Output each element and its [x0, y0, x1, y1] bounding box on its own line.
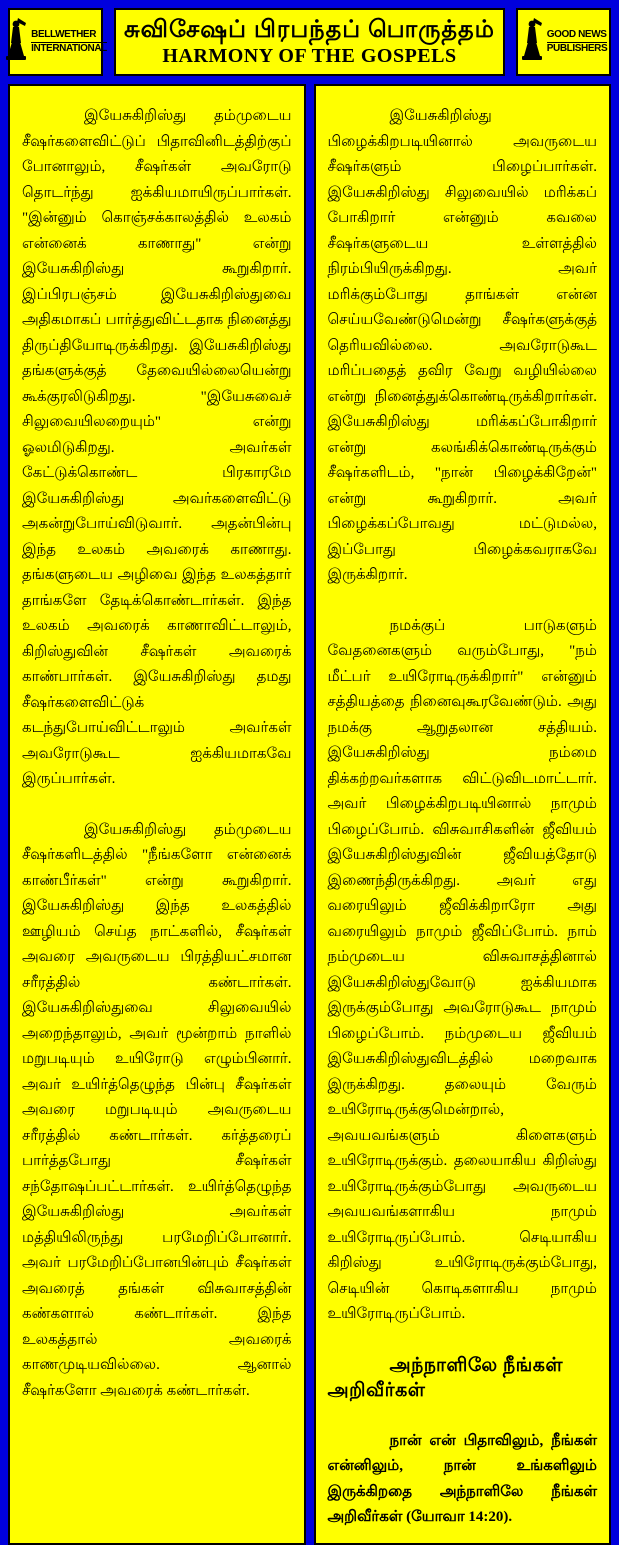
herald-statue-icon	[520, 17, 544, 68]
logo-line-1: GOOD NEWS	[547, 29, 607, 44]
logo-line-2: PUBLISHERS	[546, 43, 608, 54]
good-news-logo-text	[547, 29, 607, 56]
paragraph: இயேசுகிறிஸ்து தம்முடைய சீஷர்களைவிட்டுப் பிதாவினிடத்திற்குப் போனாலும், சீஷர்கள் அவரோடு தொடர்ந்து ஐக்கியமாயிருப்பார்கள். "இன்னும் கொஞ்சக்காலத்தில் உலகம் என்னைக் காணாது" என்று இயேசுகிறிஸ்து கூறுகிறார். இப்பிரபஞ்சம் இயேசுகிறிஸ்துவை அதிகமாகப் பார்த்துவிட்டதாக நினைத்து திருப்தியோடிருக்கிறது. இயேசுகிறிஸ்து தங்களுக்குத் தேவையில்லையென்று கூக்குரலிடுகிறது. "இயேசுவைச் சிலுவையிலறையும்" என்று ஓலமிடுகிறது. அவர்கள் கேட்டுக்கொண்ட பிரகாரமே இயேசுகிறிஸ்து அவர்களைவிட்டு அகன்றுபோய்விடுவார். அதன்பின்பு இந்த உலகம் அவரைக் காணாது. தங்களுடைய அழிவை இந்த உலகத்தார் தாங்களே தேடிக்கொண்டார்கள். இந்த உலகம் அவரைக் காணாவிட்டாலும், கிறிஸ்துவின் சீஷர்கள் அவரைக் காண்பார்கள். இயேசுகிறிஸ்து தமது சீஷர்களைவிட்டுக் கடந்துபோய்விட்டாலும் அவர்கள் அவரோடுகூட ஐக்கியமாகவே இருப்பார்கள்.	[22, 108, 292, 787]
section-heading: அந்நாளிலே நீங்கள் அறிவீர்கள்	[327, 1354, 564, 1401]
logo-line-1: BELLWETHER	[31, 29, 107, 44]
bible-verse: நான் என் பிதாவிலும், நீங்கள் என்னிலும், நான் உங்களிலும் இருக்கிறதை அந்நாளிலே நீங்கள் அறிவீர்கள் (யோவா 14:20).	[327, 1432, 597, 1525]
title-box	[114, 8, 505, 76]
bellwether-logo-box	[8, 8, 107, 76]
herald-statue-icon	[4, 17, 28, 68]
page-title-english: HARMONY OF THE GOSPELS	[162, 45, 457, 68]
body-columns	[8, 84, 611, 1545]
page-title-tamil: சுவிசேஷப் பிரபந்தப் பொருத்தம்	[124, 16, 495, 43]
paragraph: இயேசுகிறிஸ்து பிழைக்கிறபடியினால் அவருடைய சீஷர்களும் பிழைப்பார்கள். இயேசுகிறிஸ்து சிலுவையில் மரிக்கப் போகிறார் என்னும் கவலை சீஷர்களுடைய உள்ளத்தில் நிரம்பியிருக்கிறது. அவர் மரிக்கும்போது தாங்கள் என்ன செய்யவேண்டுமென்று சீஷர்களுக்குத் தெரியவில்லை. அவரோடுகூட மரிப்பதைத் தவிர வேறு வழியில்லை என்று நினைத்துக்கொண்டிருக்கிறார்கள். இயேசுகிறிஸ்து மரிக்கப்போகிறார் என்று கலங்கிக்கொண்டிருக்கும் சீஷர்களிடம், "நான் பிழைக்கிறேன்" என்று கூறுகிறார். அவர் பிழைக்கப்போவது மட்டுமல்ல, இப்போது பிழைக்கவராகவே இருக்கிறார்.	[327, 108, 597, 583]
bellwether-logo-text	[31, 29, 107, 56]
logo-line-2: INTERNATIONAL	[31, 43, 107, 54]
header	[8, 8, 611, 76]
paragraph: இயேசுகிறிஸ்து தம்முடைய சீஷர்களிடத்தில் "நீங்களோ என்னைக் காண்பீர்கள்" என்று கூறுகிறார். இயேசுகிறிஸ்து இந்த உலகத்தில் ஊழியம் செய்த நாட்களில், சீஷர்கள் அவரை அவருடைய பிரத்தியட்சமான சரீரத்தில் கண்டார்கள். இயேசுகிறிஸ்துவை சிலுவையில் அறைந்தாலும், அவர் மூன்றாம் நாளில் மறுபடியும் உயிரோடு எழும்பினார். அவர் உயிர்த்தெழுந்த பின்பு சீஷர்கள் அவரை மறுபடியும் அவருடைய சரீரத்தில் கண்டார்கள். கர்த்தரைப் பார்த்தபோது சீஷர்கள் சந்தோஷப்பட்டார்கள். உயிர்த்தெழுந்த இயேசுகிறிஸ்து அவர்கள் மத்தியிலிருந்து பரமேறிப்போனார். அவர் பரமேறிப்போனபின்பும் சீஷர்கள் அவரைத் தங்கள் விசுவாசத்தின் கண்களால் கண்டார்கள். இந்த உலகத்தால் அவரைக் காணமுடியவில்லை. ஆனால் சீஷர்களோ அவரைக் கண்டார்கள்.	[22, 821, 292, 1399]
paragraph: நமக்குப் பாடுகளும் வேதனைகளும் வரும்போது, "நம் மீட்பர் உயிரோடிருக்கிறார்" என்னும் சத்தியத்தை நினைவுகூரவேண்டும். அது நமக்கு ஆறுதலான சத்தியம். இயேசுகிறிஸ்து நம்மை திக்கற்றவர்களாக விட்டுவிடமாட்டார். அவர் பிழைக்கிறபடியினால் நாமும் பிழைப்போம். விசுவாசிகளின் ஜீவியம் இயேசுகிறிஸ்துவின் ஜீவியத்தோடு இணைந்திருக்கிறது. அவர் எது வரையிலும் ஜீவிக்கிறாரோ அது வரையிலும் நாமும் ஜீவிப்போம். நாம் நம்முடைய விசுவாசத்தினால் இயேசுகிறிஸ்துவோடு ஐக்கியமாக இருக்கும்போது அவரோடுகூட நாமும் பிழைப்போம். நம்முடைய ஜீவியம் இயேசுகிறிஸ்துவிடத்தில் மறைவாக இருக்கிறது. தலையும் வேரும் உயிரோடிருக்குமென்றால், அவயவங்களும் கிளைகளும் உயிரோடிருக்கும். தலையாகிய கிறிஸ்து உயிரோடிருக்கும்போது அவருடைய அவயவங்களாகிய நாமும் உயிரோடிருப்போம். செடியாகிய கிறிஸ்து உயிரோடிருக்கும்போது, செடியின் கொடிகளாகிய நாமும் உயிரோடிருப்போம்.	[327, 617, 597, 1322]
good-news-logo-box	[516, 8, 611, 76]
right-column	[314, 84, 612, 1545]
left-column	[8, 84, 306, 1545]
